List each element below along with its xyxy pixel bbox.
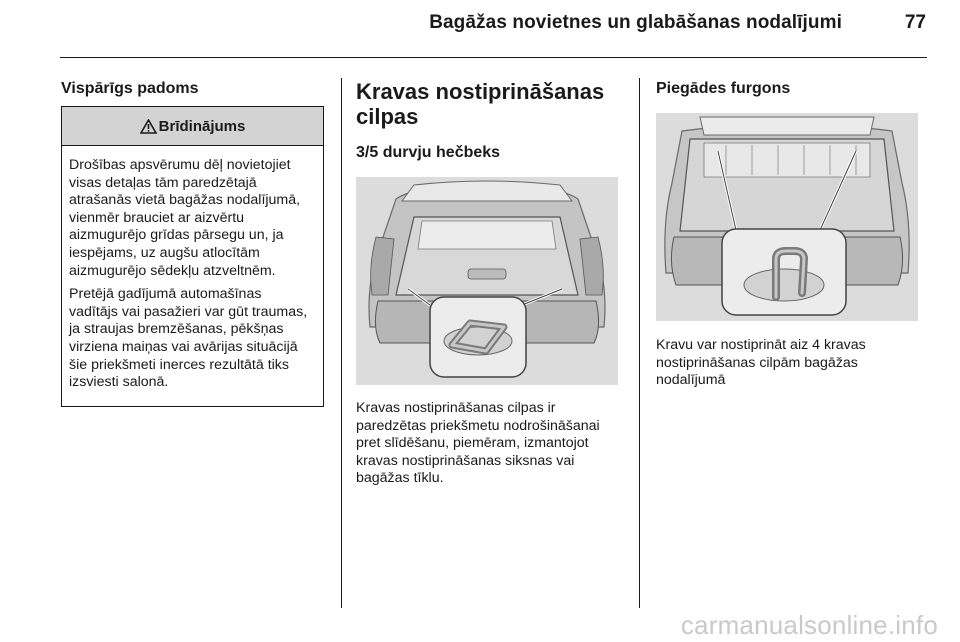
- van-cargo-illustration: [656, 113, 918, 321]
- hatchback-cargo-illustration: [356, 177, 618, 385]
- warning-paragraph: Pretējā gadījumā automašīnas vadītājs vai pasažieri var gūt traumas, ja straujas bremzēšanas, pēkšņas virziena maiņas vai avārijas situācijā šie priekšmeti inerces rezultātā tiks izsviesti salonā.: [69, 286, 308, 391]
- right-column: [656, 78, 921, 390]
- lashing-eyes-description: Kravas nostiprināšanas cilpas ir paredzētas priekšmetu nodrošināšanai pret slīdēšanu, piemēram, izmantojot kravas nostiprināšanas siksnas vai bagāžas tīklu.: [356, 400, 600, 486]
- column-divider: [341, 78, 342, 608]
- section-heading-lashing-eyes: Kravas nostiprināšanas cilpas: [356, 79, 605, 129]
- van-description: Kravu var nostiprināt aiz 4 kravas nostiprināšanas cilpām bagāžas nodalījumā: [656, 337, 866, 388]
- section-heading-van: Piegādes furgons: [656, 80, 791, 97]
- watermark: carmanualsonline.info: [680, 610, 938, 640]
- left-column: [61, 78, 326, 407]
- warning-title: Brīdinājums: [158, 117, 246, 135]
- page-header-title: Bagāžas novietnes un glabāšanas nodalījumi: [429, 12, 842, 33]
- warning-box: [61, 106, 324, 407]
- column-divider: [639, 78, 640, 608]
- header-divider: [60, 57, 927, 58]
- section-heading-general-advice: Vispārīgs padoms: [61, 80, 199, 97]
- subheading-hatchback: 3/5 durvju hečbeks: [356, 144, 501, 161]
- warning-body: [62, 146, 323, 406]
- warning-paragraph: Drošības apsvērumu dēļ novietojiet visas detaļas tām paredzētajā atrašanās vietā bagāžas nodalījumā, vienmēr brauciet ar aizvērtu aizmugurējo grīdas pārsegu un, ja iespējams, uz augšu atlocītām aizmugurējo sēdekļu atzveltnēm.: [69, 157, 301, 279]
- middle-column: [356, 78, 624, 488]
- warning-header: [62, 107, 323, 146]
- page-number: 77: [904, 12, 926, 33]
- warning-triangle-icon: [140, 119, 157, 134]
